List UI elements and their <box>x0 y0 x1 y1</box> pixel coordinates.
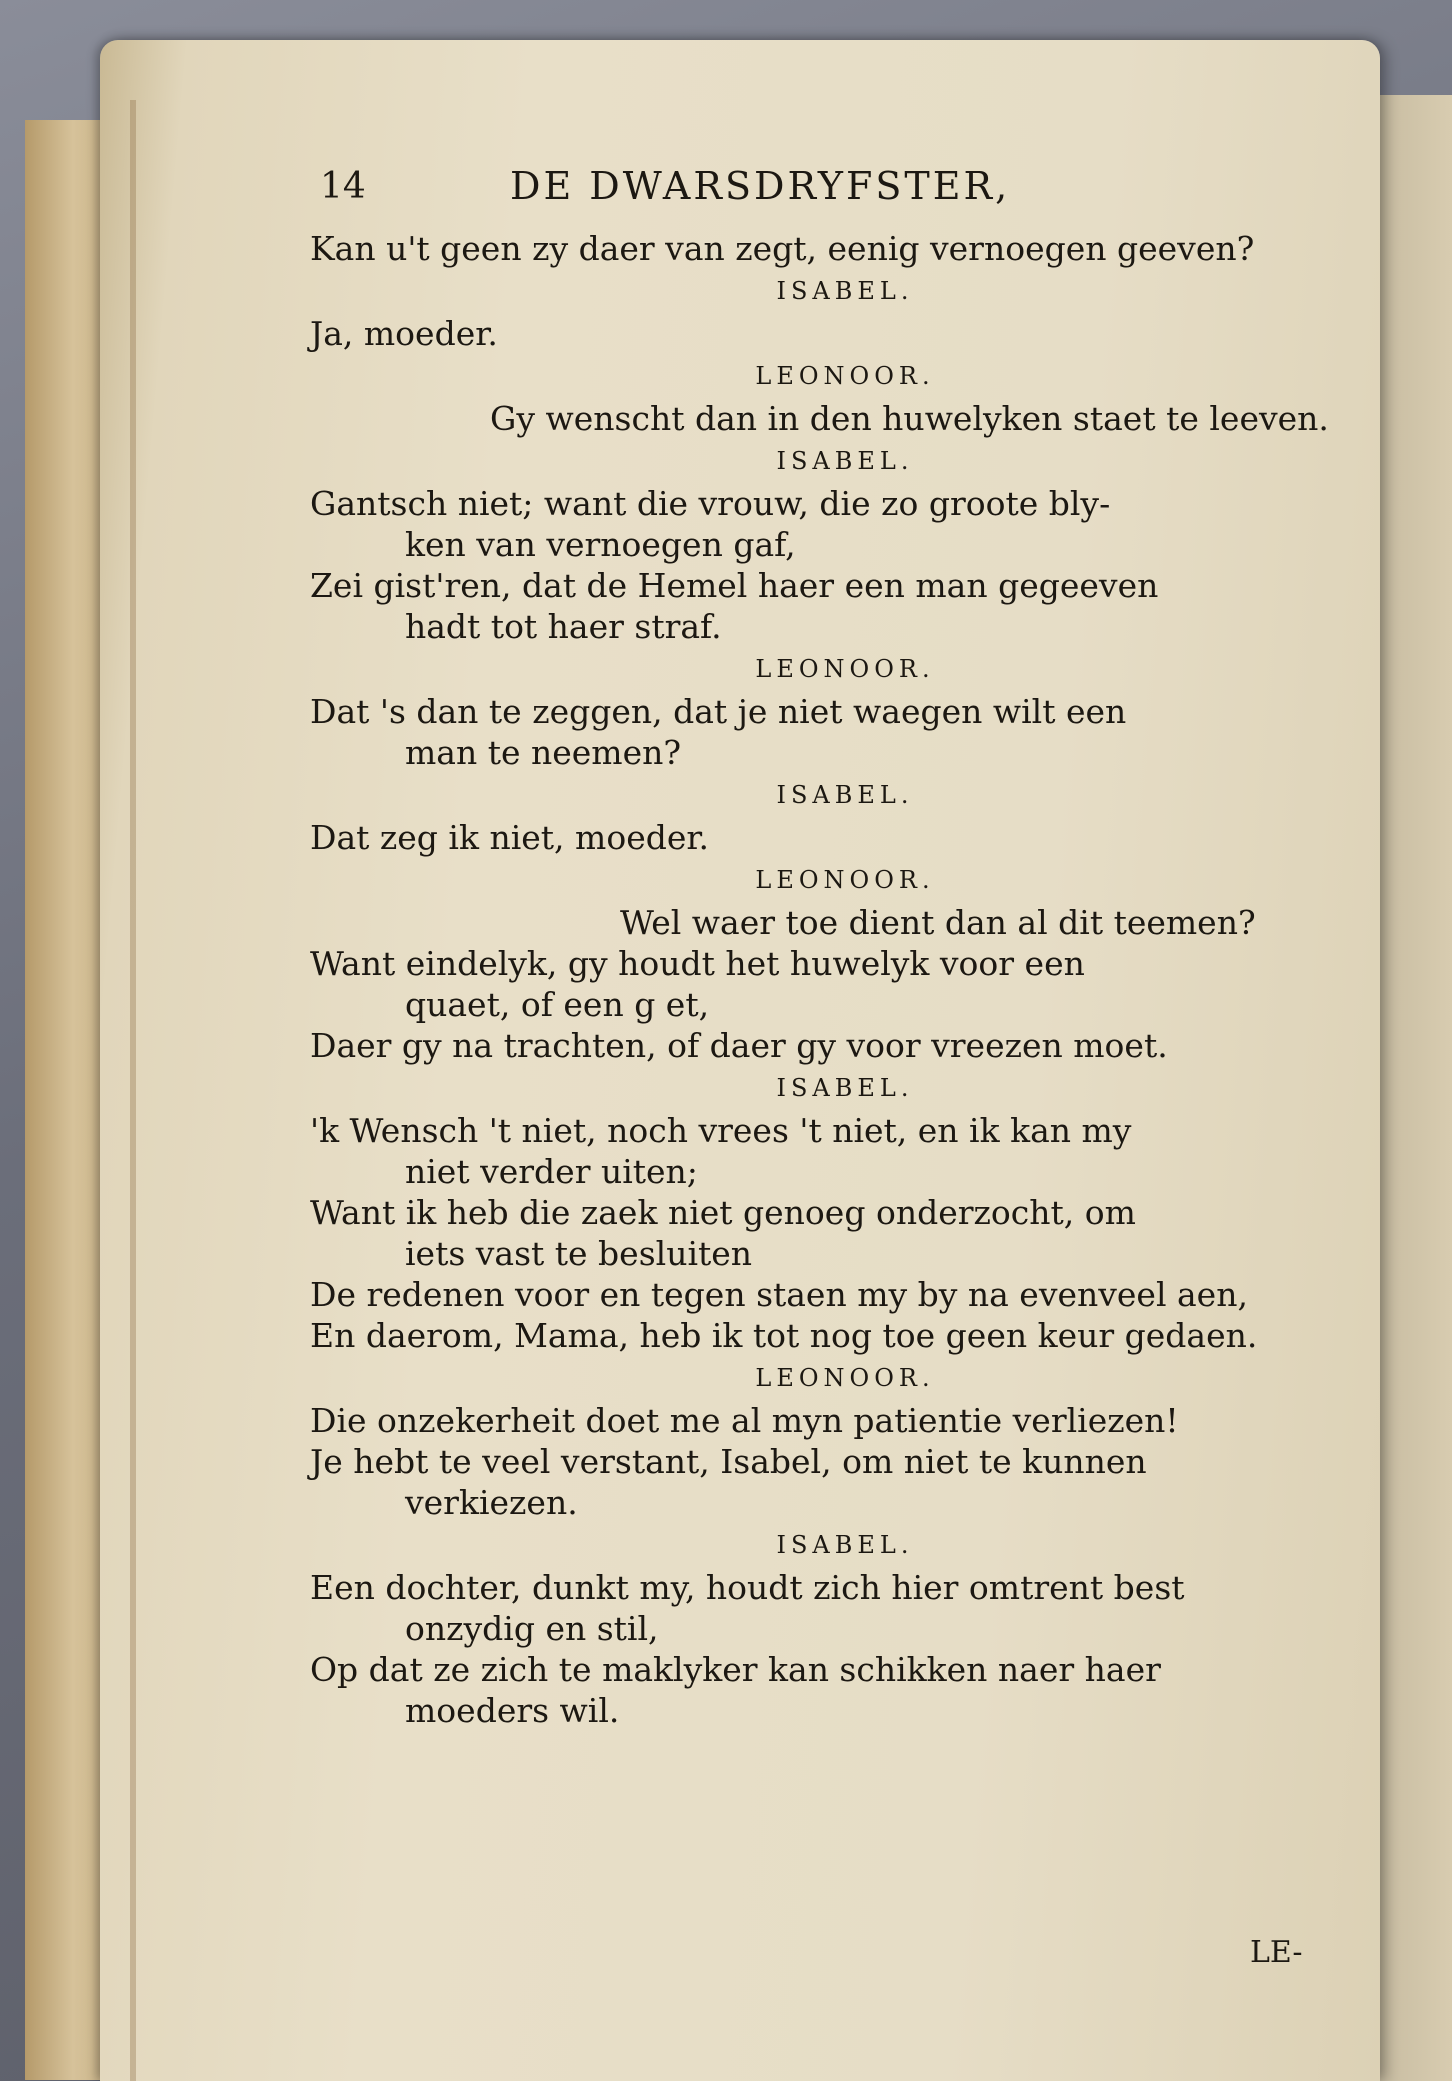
speaker-name: ISABEL. <box>776 781 914 809</box>
verse-line: Ja, moeder. <box>310 314 498 353</box>
verse-line: Kan u't geen zy daer van zegt, eenig vernoegen geeven? <box>310 229 1255 268</box>
running-title: DE DWARSDRYFSTER, <box>510 164 1011 208</box>
speaker-name: LEONOOR. <box>755 362 935 390</box>
verse-continuation-line: quaet, of een g et, <box>405 985 710 1024</box>
verse-line: Dat zeg ik niet, moeder. <box>310 818 710 857</box>
left-page-edge <box>25 120 107 2080</box>
verse-line: Want ik heb die zaek niet genoeg onderzocht, om <box>310 1193 1136 1232</box>
speaker-name: ISABEL. <box>776 447 914 475</box>
page-header <box>310 160 1340 228</box>
speaker-name: ISABEL. <box>776 1074 914 1102</box>
verse-continuation-line: onzydig en stil, <box>405 1609 659 1648</box>
verse-line: Dat 's dan te zeggen, dat je niet waegen wilt een <box>310 692 1127 731</box>
verse-line: En daerom, Mama, heb ik tot nog toe geen keur gedaen. <box>310 1316 1258 1355</box>
verse-line: Want eindelyk, gy houdt het huwelyk voor een <box>310 944 1085 983</box>
verse-continuation-line: niet verder uiten; <box>405 1152 698 1191</box>
verse-line: Daer gy na trachten, of daer gy voor vreezen moet. <box>310 1026 1168 1065</box>
verse-line: De redenen voor en tegen staen my by na evenveel aen, <box>310 1275 1248 1314</box>
speaker-name: LEONOOR. <box>755 1364 935 1392</box>
verse-line: Gy wenscht dan in den huwelyken staet te leeven. <box>490 399 1329 438</box>
speaker-name: LEONOOR. <box>755 866 935 894</box>
verse-line: Die onzekerheit doet me al myn patientie verliezen! <box>310 1401 1179 1440</box>
verse-line: Een dochter, dunkt my, houdt zich hier omtrent best <box>310 1568 1185 1607</box>
verse-continuation-line: verkiezen. <box>405 1483 578 1522</box>
page-text <box>310 160 1340 1731</box>
verse-line: Wel waer toe dient dan al dit teemen? <box>620 903 1256 942</box>
verse-line: Je hebt te veel verstant, Isabel, om niet te kunnen <box>310 1442 1147 1481</box>
verse-continuation-line: iets vast te besluiten <box>405 1234 753 1273</box>
verse-line: 'k Wensch 't niet, noch vrees 't niet, en ik kan my <box>310 1111 1132 1150</box>
speaker-name: LEONOOR. <box>755 655 935 683</box>
verse-continuation-line: moeders wil. <box>405 1691 620 1730</box>
spine-fold <box>130 100 136 2081</box>
speaker-name: ISABEL. <box>776 277 914 305</box>
verse-line: Zei gist'ren, dat de Hemel haer een man gegeeven <box>310 566 1159 605</box>
verse-continuation-line: ken van vernoegen gaf, <box>405 525 796 564</box>
catchword: LE- <box>1250 1935 1303 1970</box>
page-number: 14 <box>320 166 366 207</box>
verse-continuation-line: hadt tot haer straf. <box>405 607 722 646</box>
verse-line: Gantsch niet; want die vrouw, die zo groote bly- <box>310 484 1111 523</box>
speaker-name: ISABEL. <box>776 1531 914 1559</box>
play-text-lines <box>310 228 1340 1731</box>
verse-line: Op dat ze zich te maklyker kan schikken naer haer <box>310 1650 1161 1689</box>
verse-continuation-line: man te neemen? <box>405 733 682 772</box>
